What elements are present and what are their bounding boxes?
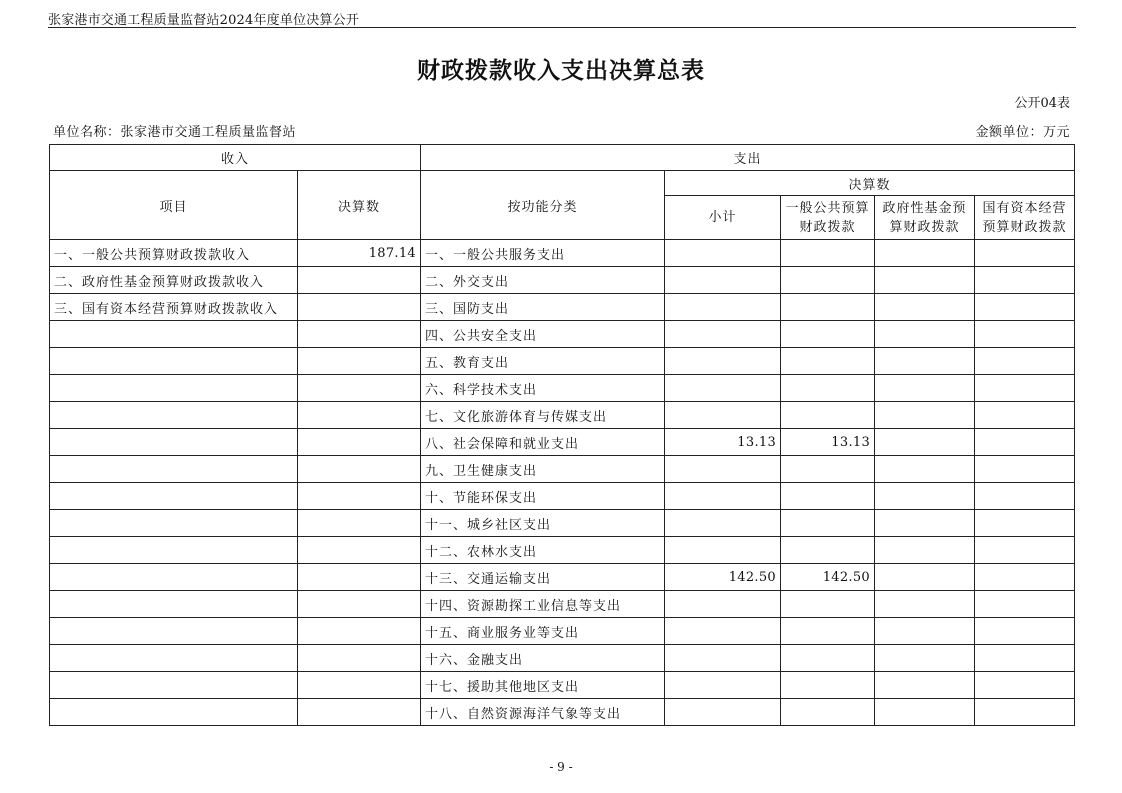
subtotal-cell: 142.50 [665, 564, 781, 591]
gov-fund-cell [875, 483, 975, 510]
function-item-cell: 十二、农林水支出 [421, 537, 665, 564]
income-item-cell [50, 537, 298, 564]
running-header: 张家港市交通工程质量监督站2024年度单位决算公开 [48, 13, 360, 28]
income-amount-cell [298, 348, 421, 375]
table-row [50, 240, 1075, 267]
income-item-cell [50, 564, 298, 591]
page-number: - 9 - [549, 760, 573, 774]
state-capital-cell [975, 402, 1075, 429]
gov-fund-cell [875, 456, 975, 483]
income-amount-cell [298, 321, 421, 348]
amount-header: 决算数 [298, 171, 421, 240]
income-amount-cell [298, 375, 421, 402]
function-item-cell: 十、节能环保支出 [421, 483, 665, 510]
income-amount-cell [298, 699, 421, 726]
state-capital-cell [975, 618, 1075, 645]
header-row-1 [50, 145, 1075, 171]
function-item-cell: 九、卫生健康支出 [421, 456, 665, 483]
header-row-2 [50, 171, 1075, 196]
general-budget-cell [781, 321, 875, 348]
function-item-cell: 一、一般公共服务支出 [421, 240, 665, 267]
gov-fund-cell [875, 375, 975, 402]
income-item-cell [50, 429, 298, 456]
table-row [50, 618, 1075, 645]
general-budget-cell [781, 375, 875, 402]
income-item-cell [50, 483, 298, 510]
gov-fund-cell [875, 672, 975, 699]
state-capital-cell [975, 564, 1075, 591]
state-capital-cell [975, 321, 1075, 348]
income-item-cell: 一、一般公共预算财政拨款收入 [50, 240, 298, 267]
gov-fund-cell [875, 294, 975, 321]
general-budget-cell [781, 348, 875, 375]
state-capital-cell [975, 645, 1075, 672]
income-header: 收入 [50, 145, 421, 171]
function-item-cell: 十七、援助其他地区支出 [421, 672, 665, 699]
general-budget-cell: 142.50 [781, 564, 875, 591]
income-amount-cell [298, 483, 421, 510]
state-capital-cell [975, 699, 1075, 726]
state-capital-cell [975, 348, 1075, 375]
subtotal-cell [665, 456, 781, 483]
header-rule [48, 27, 1076, 28]
income-amount-cell [298, 267, 421, 294]
function-item-cell: 八、社会保障和就业支出 [421, 429, 665, 456]
state-capital-cell [975, 510, 1075, 537]
table-row [50, 402, 1075, 429]
subtotal-cell [665, 321, 781, 348]
subtotal-cell [665, 294, 781, 321]
subtotal-cell [665, 348, 781, 375]
income-amount-cell [298, 591, 421, 618]
subtotal-cell [665, 483, 781, 510]
function-item-cell: 三、国防支出 [421, 294, 665, 321]
gov-fund-cell [875, 267, 975, 294]
general-budget-cell [781, 267, 875, 294]
general-budget-cell [781, 645, 875, 672]
table-id: 公开04表 [1014, 96, 1070, 111]
gov-fund-cell [875, 402, 975, 429]
table-row [50, 564, 1075, 591]
income-amount-cell [298, 618, 421, 645]
item-header: 项目 [50, 171, 298, 240]
table-row [50, 537, 1075, 564]
table-row [50, 645, 1075, 672]
table-row [50, 591, 1075, 618]
gov-fund-cell [875, 240, 975, 267]
state-capital-cell [975, 240, 1075, 267]
income-amount-cell [298, 456, 421, 483]
subtotal-header: 小计 [665, 196, 781, 240]
function-item-cell: 十八、自然资源海洋气象等支出 [421, 699, 665, 726]
state-capital-header: 国有资本经营预算财政拨款 [975, 196, 1075, 240]
gov-fund-cell [875, 429, 975, 456]
subtotal-cell [665, 510, 781, 537]
subtotal-cell [665, 645, 781, 672]
income-amount-cell [298, 645, 421, 672]
income-amount-cell [298, 672, 421, 699]
table-row [50, 375, 1075, 402]
general-budget-cell [781, 510, 875, 537]
function-item-cell: 十四、资源勘探工业信息等支出 [421, 591, 665, 618]
function-item-cell: 六、科学技术支出 [421, 375, 665, 402]
subtotal-cell [665, 591, 781, 618]
unit-name: 单位名称：张家港市交通工程质量监督站 [53, 125, 297, 140]
subtotal-cell [665, 672, 781, 699]
income-item-cell: 二、政府性基金预算财政拨款收入 [50, 267, 298, 294]
state-capital-cell [975, 294, 1075, 321]
table-row [50, 672, 1075, 699]
general-budget-cell [781, 699, 875, 726]
state-capital-cell [975, 456, 1075, 483]
income-item-cell [50, 402, 298, 429]
table-row [50, 429, 1075, 456]
subtotal-cell [665, 699, 781, 726]
income-item-cell [50, 645, 298, 672]
gov-fund-cell [875, 321, 975, 348]
general-budget-cell [781, 618, 875, 645]
table-row [50, 699, 1075, 726]
subtotal-cell [665, 402, 781, 429]
page-title: 财政拨款收入支出决算总表 [417, 58, 705, 84]
state-capital-cell [975, 483, 1075, 510]
income-item-cell [50, 375, 298, 402]
state-capital-cell [975, 375, 1075, 402]
function-item-cell: 十三、交通运输支出 [421, 564, 665, 591]
income-item-cell [50, 456, 298, 483]
general-budget-cell [781, 672, 875, 699]
table-row [50, 348, 1075, 375]
function-item-cell: 十六、金融支出 [421, 645, 665, 672]
income-amount-cell [298, 429, 421, 456]
function-item-cell: 五、教育支出 [421, 348, 665, 375]
fiscal-appropriation-table [49, 144, 1075, 726]
final-header: 决算数 [665, 171, 1075, 196]
gov-fund-cell [875, 348, 975, 375]
income-amount-cell [298, 402, 421, 429]
income-item-cell [50, 510, 298, 537]
table-row [50, 321, 1075, 348]
income-amount-cell [298, 294, 421, 321]
income-item-cell [50, 348, 298, 375]
general-budget-cell [781, 402, 875, 429]
subtotal-cell [665, 267, 781, 294]
function-item-cell: 四、公共安全支出 [421, 321, 665, 348]
function-item-cell: 十一、城乡社区支出 [421, 510, 665, 537]
general-budget-cell [781, 294, 875, 321]
general-budget-cell [781, 456, 875, 483]
function-item-cell: 十五、商业服务业等支出 [421, 618, 665, 645]
state-capital-cell [975, 267, 1075, 294]
gov-fund-cell [875, 510, 975, 537]
income-item-cell [50, 321, 298, 348]
gov-fund-cell [875, 618, 975, 645]
income-amount-cell [298, 564, 421, 591]
table-row [50, 294, 1075, 321]
income-item-cell [50, 699, 298, 726]
function-item-cell: 七、文化旅游体育与传媒支出 [421, 402, 665, 429]
subtotal-cell: 13.13 [665, 429, 781, 456]
general-budget-cell [781, 483, 875, 510]
income-item-cell: 三、国有资本经营预算财政拨款收入 [50, 294, 298, 321]
gov-fund-cell [875, 591, 975, 618]
general-budget-cell: 13.13 [781, 429, 875, 456]
function-item-cell: 二、外交支出 [421, 267, 665, 294]
subtotal-cell [665, 537, 781, 564]
state-capital-cell [975, 429, 1075, 456]
state-capital-cell [975, 537, 1075, 564]
expense-header: 支出 [421, 145, 1075, 171]
income-amount-cell [298, 510, 421, 537]
gov-fund-cell [875, 699, 975, 726]
general-budget-cell [781, 591, 875, 618]
subtotal-cell [665, 240, 781, 267]
general-budget-cell [781, 537, 875, 564]
function-header: 按功能分类 [421, 171, 665, 240]
amount-unit: 金额单位：万元 [975, 125, 1070, 140]
table-row [50, 510, 1075, 537]
gov-fund-cell [875, 645, 975, 672]
gov-fund-header: 政府性基金预算财政拨款 [875, 196, 975, 240]
income-amount-cell [298, 537, 421, 564]
income-amount-cell: 187.14 [298, 240, 421, 267]
general-budget-cell [781, 240, 875, 267]
state-capital-cell [975, 672, 1075, 699]
subtotal-cell [665, 618, 781, 645]
general-budget-header: 一般公共预算财政拨款 [781, 196, 875, 240]
table-row [50, 483, 1075, 510]
income-item-cell [50, 672, 298, 699]
income-item-cell [50, 618, 298, 645]
gov-fund-cell [875, 537, 975, 564]
state-capital-cell [975, 591, 1075, 618]
gov-fund-cell [875, 564, 975, 591]
income-item-cell [50, 591, 298, 618]
subtotal-cell [665, 375, 781, 402]
table-row [50, 456, 1075, 483]
table-row [50, 267, 1075, 294]
